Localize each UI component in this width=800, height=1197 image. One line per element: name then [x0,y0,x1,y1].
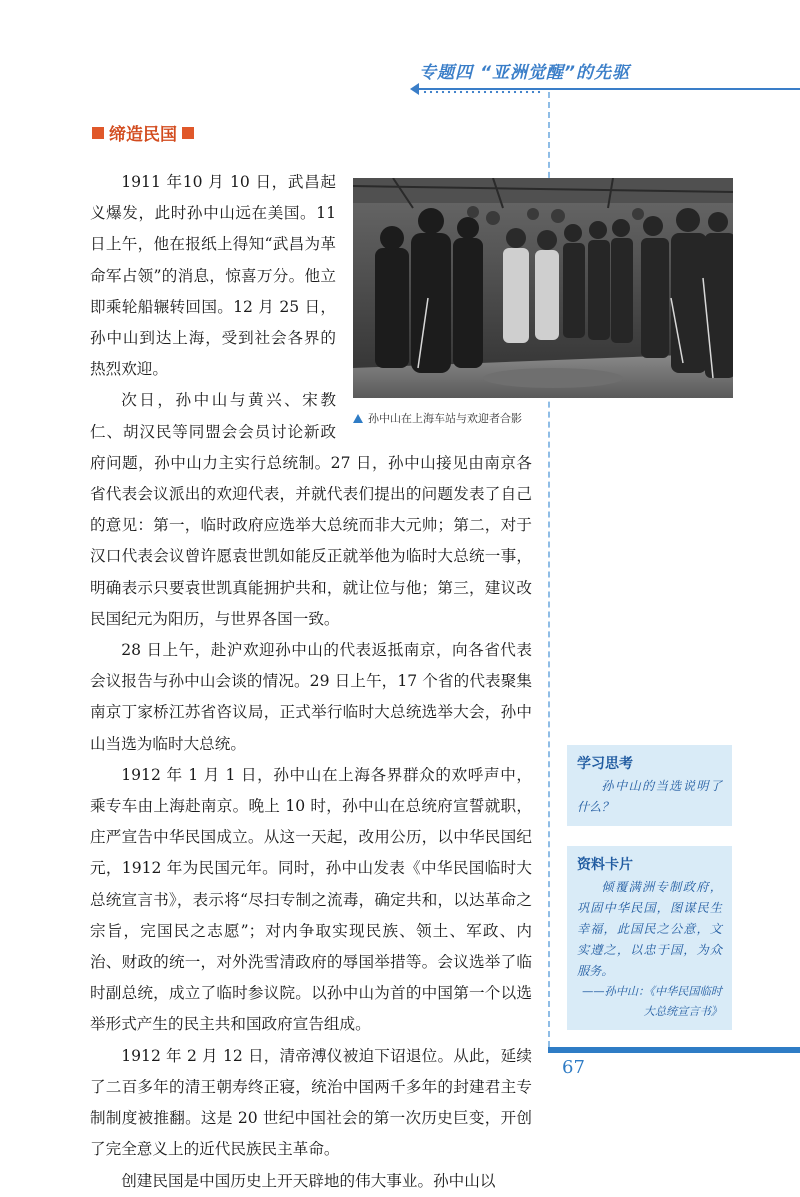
source-card-title: 资料卡片 [577,857,633,873]
page-number: 67 [562,1057,585,1078]
chapter-header-title: 专题四 “亚洲觉醒”的先驱 [419,63,630,83]
section-heading-text: 缔造民国 [109,125,177,145]
header-arrow-icon [410,83,419,95]
paragraph: 1912 年 1 月 1 日，孙中山在上海各界群众的欢呼声中，乘专车由上海赴南京。晚上 10 时，孙中山在总统府宣誓就职，庄严宣告中华民国成立。从这一天起，改用公历，以中华民国纪元，1912 年为民国元年。同时，孙中山发表《中华民国临时大总统宣言书》，表示将“尽扫专制之流毒，确定共和，以达革命之宗旨，完国民之志愿”；对内争取实现民族、领土、军政、内治、财政的统一，对外洗雪清政府的辱国举措等。会议选举了临时副总统，成立了临时参议院。以孙中山为首的中国第一个以选举形式产生的民主共和国政府宣告组成。 [90,765,532,1034]
source-card-citation: ——孙中山：《中华民国临时大总统宣言书》 [582,985,722,1018]
paragraph: 28 日上午，赴沪欢迎孙中山的代表返抵南京，向各省代表会议报告与孙中山会谈的情况。29 日上午，17 个省的代表聚集南京丁家桥江苏省咨议局，正式举行临时大总统选举大会，孙中山当选为临时大总统。 [90,641,532,753]
caption-triangle-icon [353,414,363,423]
study-think-text: 孙中山的当选说明了什么？ [577,779,722,814]
study-think-title: 学习思考 [577,756,633,772]
square-bullet-icon [182,127,194,139]
paragraph: 创建民国是中国历史上开天辟地的伟大事业。孙中山以 [121,1171,496,1190]
photo-caption [353,410,522,426]
study-think-box [567,745,732,826]
header-dotted-rule [422,90,542,94]
paragraph: 1912 年 2 月 12 日，清帝溥仪被迫下诏退位。从此，延续了二百多年的清王朝寿终正寝，统治中国两千多年的封建君主专制制度被推翻。这是 20 世纪中国社会的第一次历史巨变，开创了完全意义上的近代民族民主革命。 [90,1046,532,1159]
square-bullet-icon [92,127,104,139]
source-card-box [567,846,732,1030]
photo-caption-text: 孙中山在上海车站与欢迎者合影 [368,412,522,425]
paragraph: 次日，孙中山与黄兴、宋教仁、胡汉民等同盟会会员讨论新政府问题，孙中山力主实行总统制。27 日，孙中山接见由南京各省代表会议派出的欢迎代表，并就代表们提出的问题发表了自己的意见：第一，临时政府应选举大总统而非大元帅；第二，对于汉口代表会议曾许愿袁世凯如能反正就举他为临时大总统一事，明确表示只要袁世凯真能拥护共和，就让位与他；第三，建议改民国纪元为阳历，与世界各国一致。 [90,391,532,628]
paragraph: 1911 年10 月 10 日，武昌起义爆发，此时孙中山远在美国。11 日上午，他在报纸上得知“武昌为革命军占领”的消息，惊喜万分。他立即乘轮船辗转回国。12 月 25 日，孙中山到达上海，受到社会各界的热烈欢迎。 [90,173,336,379]
section-heading [92,120,194,145]
source-card-text: 倾覆满洲专制政府，巩固中华民国，图谋民生幸福，此国民之公意，文实遵之，以忠于国，为众服务。 [577,880,722,978]
historical-photo [353,178,733,398]
footer-bar [548,1047,800,1053]
